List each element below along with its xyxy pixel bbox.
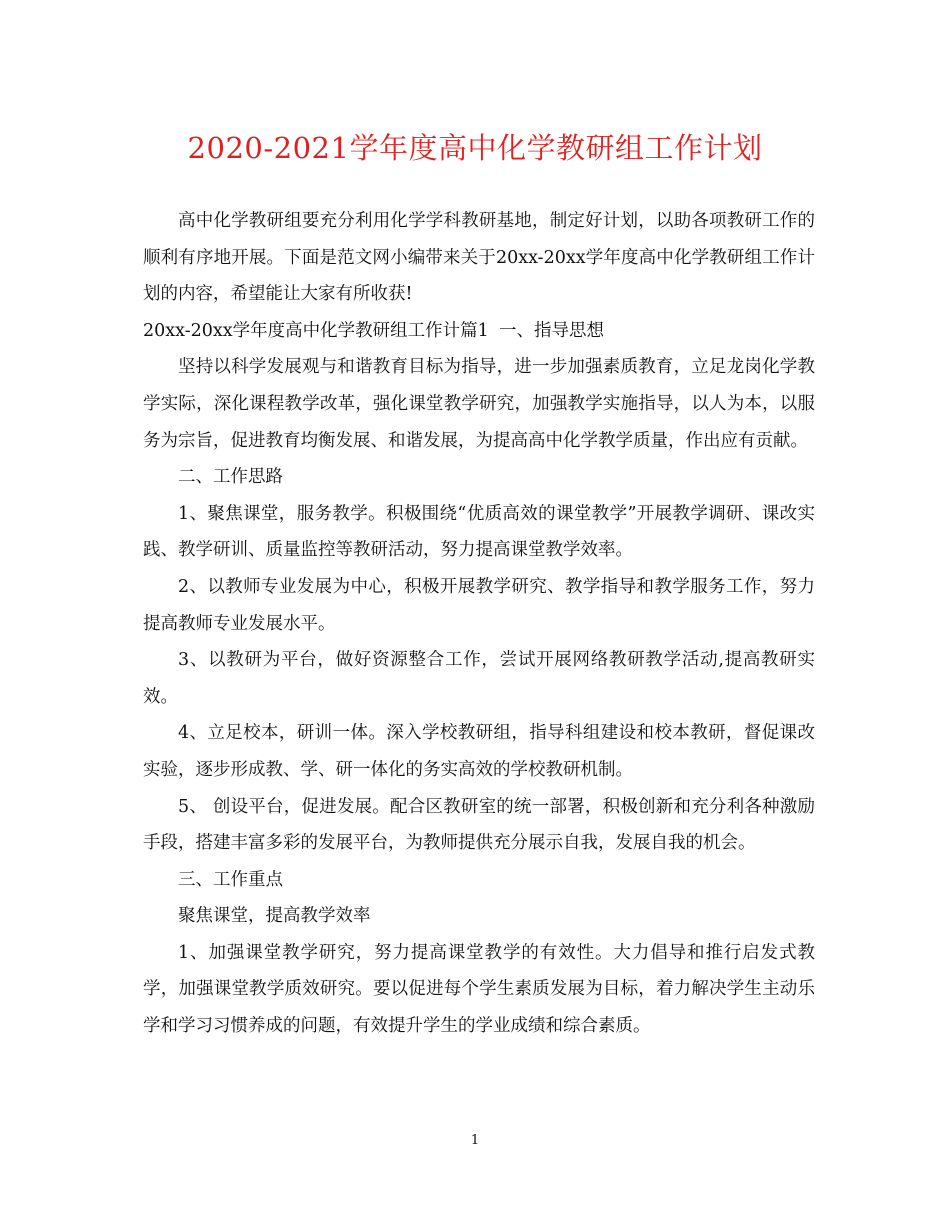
document-title: 2020-2021学年度高中化学教研组工作计划 (187, 131, 763, 165)
subheading-focus-classroom: 聚焦课堂，提高教学效率 (178, 906, 371, 927)
guiding-thought-paragraph: 坚持以科学发展观与和谐教育目标为指导，进一步加强素质教育，立足龙岗化学教学实际，深化课程教学改革，强化课堂教学研究，加强教学实施指导，以人为本，以服务为宗旨，促进教育均衡发展、和谐发展，为提高高中化学教学质量，作出应有贡献。 (143, 357, 815, 451)
work-idea-1: 1、聚焦课堂，服务教学。积极围绕“优质高效的课堂教学”开展教学调研、课改实践、教学研训、质量监控等教研活动，努力提高课堂教学效率。 (143, 503, 815, 561)
work-idea-4: 4、立足校本，研训一体。深入学校教研组，指导科组建设和校本教研，督促课改实验，逐步形成教、学、研一体化的务实高效的学校教研机制。 (143, 723, 815, 780)
page-number: 1 (470, 1133, 480, 1148)
document-body (143, 203, 815, 1045)
section-heading-work-ideas: 二、工作思路 (178, 467, 283, 488)
section-heading-key-points: 三、工作重点 (178, 869, 283, 890)
work-idea-5: 5、 创设平台，促进发展。配合区教研室的统一部署，积极创新和充分利各种激励手段，搭建丰富多彩的发展平台，为教师提供充分展示自我，发展自我的机会。 (143, 796, 815, 854)
work-idea-3: 3、以教研为平台，做好资源整合工作，尝试开展网络教研教学活动,提高教研实效。 (143, 650, 815, 707)
work-idea-2: 2、以教师专业发展为中心，积极开展教学研究、教学指导和教学服务工作，努力提高教师专业发展水平。 (143, 576, 815, 634)
intro-paragraph: 高中化学教研组要充分利用化学学科教研基地，制定好计划，以助各项教研工作的顺利有序地开展。下面是范文网小编带来关于20xx-20xx学年度高中化学教研组工作计划的内容，希望能让大家有所收获! (143, 211, 815, 305)
chapter-heading-line: 20xx-20xx学年度高中化学教研组工作计篇1 一、指导思想 (143, 320, 605, 341)
key-point-1: 1、加强课堂教学研究，努力提高课堂教学的有效性。大力倡导和推行启发式教学，加强课堂教学质效研究。要以促进每个学生素质发展为目标，着力解决学生主动乐学和学习习惯养成的问题，有效提升学生的学业成绩和综合素质。 (143, 942, 815, 1037)
